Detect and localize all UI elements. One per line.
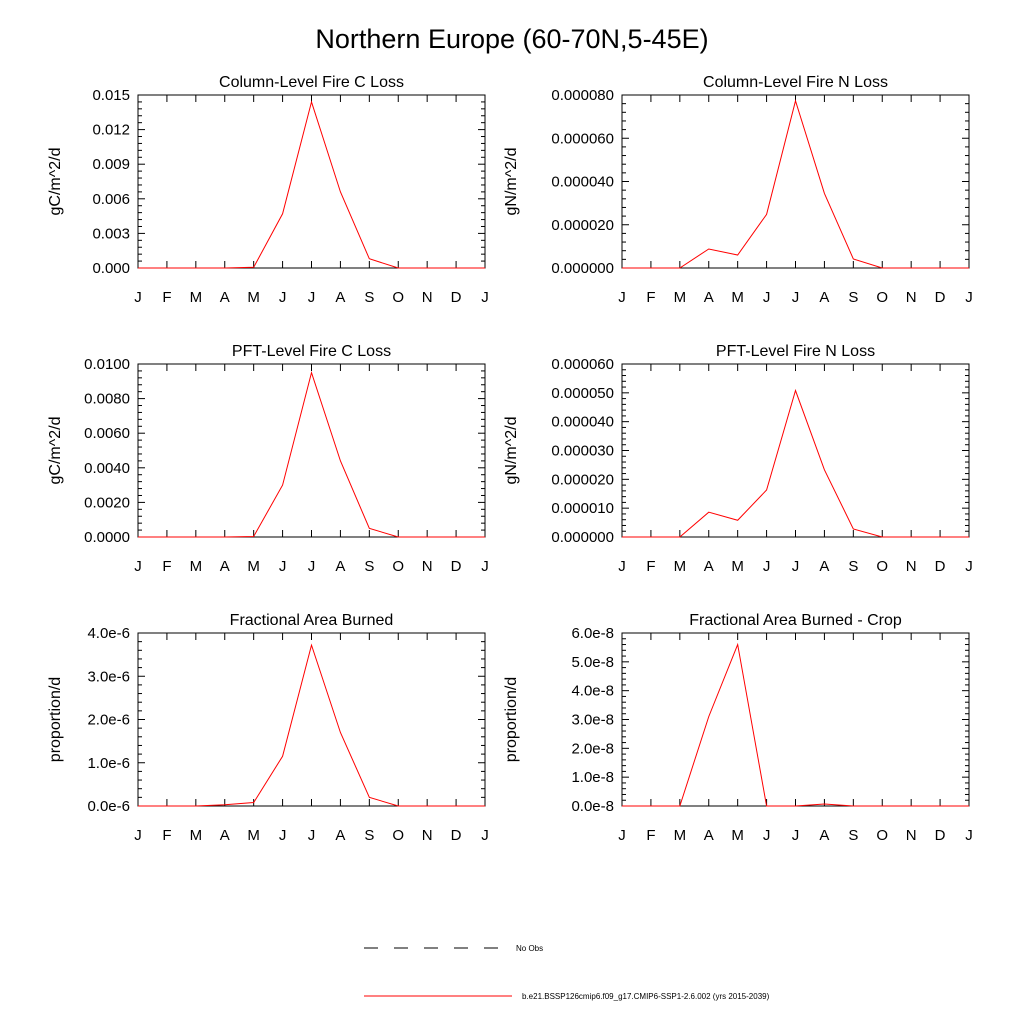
x-tick-label: O [392, 827, 405, 844]
x-tick-label: A [335, 558, 346, 575]
x-tick-label: J [762, 827, 771, 844]
x-tick-label: J [134, 289, 142, 306]
x-tick-label: J [481, 827, 489, 844]
panel-title: Fractional Area Burned [229, 612, 394, 629]
x-tick-label: M [247, 289, 260, 306]
x-tick-label: J [278, 827, 287, 844]
y-tick-label: 0.000010 [551, 500, 614, 518]
x-tick-label: S [848, 289, 859, 306]
x-tick-label: J [307, 827, 316, 844]
y-tick-label: 4.0e-6 [87, 625, 130, 642]
y-tick-label: 0.006 [92, 190, 130, 208]
x-tick-label: A [703, 289, 714, 306]
y-tick-label: 0.0040 [84, 459, 130, 477]
y-tick-label: 0.015 [92, 87, 130, 104]
x-tick-label: N [905, 558, 917, 575]
y-tick-label: 0.003 [92, 225, 130, 243]
x-tick-label: A [335, 289, 346, 306]
chart-panel-5 [47, 612, 489, 844]
x-tick-label: A [819, 558, 830, 575]
x-tick-label: D [450, 289, 462, 306]
y-tick-label: 0.000030 [551, 442, 614, 460]
x-tick-label: F [646, 827, 656, 844]
x-tick-label: N [421, 558, 433, 575]
y-tick-label: 0.000050 [551, 384, 614, 402]
x-tick-label: A [703, 827, 714, 844]
x-tick-label: N [421, 827, 433, 844]
y-tick-label: 0.0060 [84, 425, 130, 443]
x-tick-label: S [848, 827, 859, 844]
series-line [622, 101, 969, 268]
x-tick-label: J [965, 289, 973, 306]
chart-panel-4 [503, 343, 973, 575]
y-tick-label: 0.000060 [551, 356, 614, 373]
x-tick-label: A [819, 827, 830, 844]
y-tick-label: 2.0e-8 [571, 740, 614, 758]
y-axis-label: proportion/d [47, 676, 64, 763]
series-line [622, 645, 969, 806]
x-tick-label: N [421, 289, 433, 306]
x-tick-label: N [905, 827, 917, 844]
chart-panel-3 [47, 343, 489, 575]
x-tick-label: M [247, 558, 260, 575]
x-tick-label: A [819, 289, 830, 306]
plot-frame [138, 95, 485, 268]
y-tick-label: 4.0e-8 [571, 682, 614, 700]
x-tick-label: J [134, 827, 142, 844]
x-tick-label: M [731, 827, 744, 844]
y-tick-label: 0.0100 [84, 356, 130, 373]
plot-frame [138, 633, 485, 806]
plot-frame [622, 633, 969, 806]
x-tick-label: D [934, 289, 946, 306]
y-tick-label: 0.012 [92, 121, 130, 139]
x-tick-label: J [791, 289, 800, 306]
x-tick-label: J [618, 827, 626, 844]
y-tick-label: 1.0e-8 [571, 769, 614, 787]
x-tick-label: A [219, 289, 230, 306]
x-tick-label: A [703, 558, 714, 575]
x-tick-label: A [219, 827, 230, 844]
chart-panel-1 [47, 74, 489, 306]
chart-panel-2 [503, 74, 973, 306]
y-tick-label: 0.000080 [551, 87, 614, 104]
series-line [138, 102, 485, 268]
y-tick-label: 3.0e-8 [571, 711, 614, 729]
panel-title: PFT-Level Fire C Loss [231, 343, 392, 360]
x-tick-label: D [934, 827, 946, 844]
plot-frame [622, 95, 969, 268]
x-tick-label: F [162, 827, 172, 844]
y-axis-label: gC/m^2/d [47, 416, 64, 485]
x-tick-label: A [219, 558, 230, 575]
x-tick-label: O [392, 289, 405, 306]
x-tick-label: M [673, 827, 687, 844]
x-tick-label: N [905, 289, 917, 306]
y-tick-label: 0.000020 [551, 216, 614, 234]
x-tick-label: J [965, 558, 973, 575]
x-tick-label: J [278, 558, 287, 575]
x-tick-label: S [364, 827, 375, 844]
series-line [138, 373, 485, 537]
x-tick-label: J [307, 289, 316, 306]
legend-no-obs-label: No Obs [516, 944, 544, 953]
x-tick-label: J [791, 827, 800, 844]
chart-panels [47, 74, 973, 844]
x-tick-label: J [481, 558, 489, 575]
x-tick-label: O [876, 827, 889, 844]
y-tick-label: 3.0e-6 [87, 668, 130, 686]
panel-title: Column-Level Fire N Loss [703, 74, 888, 91]
x-tick-label: F [646, 289, 656, 306]
x-tick-label: J [618, 289, 626, 306]
y-axis-label: gN/m^2/d [503, 147, 520, 216]
x-tick-label: J [307, 558, 316, 575]
y-tick-label: 0.000020 [551, 471, 614, 489]
x-tick-label: M [731, 289, 744, 306]
plot-frame [138, 364, 485, 537]
x-tick-label: J [762, 289, 771, 306]
x-tick-label: M [673, 289, 687, 306]
x-tick-label: D [450, 558, 462, 575]
y-tick-label: 0.0e-6 [87, 798, 130, 815]
x-tick-label: F [162, 558, 172, 575]
x-tick-label: M [189, 827, 203, 844]
panel-title: PFT-Level Fire N Loss [715, 343, 876, 360]
x-tick-label: M [247, 827, 260, 844]
panel-title: Column-Level Fire C Loss [219, 74, 404, 91]
x-tick-label: S [364, 289, 375, 306]
panel-title: Fractional Area Burned - Crop [689, 612, 902, 629]
x-tick-label: M [189, 289, 203, 306]
y-tick-label: 0.0020 [84, 494, 130, 512]
series-line [622, 391, 969, 537]
y-tick-label: 0.000060 [551, 130, 614, 148]
y-tick-label: 0.000000 [551, 260, 614, 277]
y-axis-label: proportion/d [503, 676, 520, 763]
x-tick-label: F [646, 558, 656, 575]
x-tick-label: D [450, 827, 462, 844]
legend-model-label: b.e21.BSSP126cmip6.f09_g17.CMIP6-SSP1-2.6.002 (yrs 2015-2039) [522, 992, 770, 1001]
x-tick-label: D [934, 558, 946, 575]
y-tick-label: 1.0e-6 [87, 754, 130, 772]
chart-panel-6 [503, 612, 973, 844]
x-tick-label: S [848, 558, 859, 575]
y-axis-label: gC/m^2/d [47, 147, 64, 216]
y-tick-label: 0.000000 [551, 529, 614, 546]
x-tick-label: J [481, 289, 489, 306]
y-tick-label: 0.0e-8 [571, 798, 614, 815]
legend [364, 944, 770, 1001]
x-tick-label: J [965, 827, 973, 844]
y-tick-label: 0.000 [92, 260, 130, 277]
x-tick-label: J [134, 558, 142, 575]
x-tick-label: J [618, 558, 626, 575]
x-tick-label: S [364, 558, 375, 575]
y-tick-label: 2.0e-6 [87, 711, 130, 729]
x-tick-label: J [762, 558, 771, 575]
x-tick-label: O [876, 289, 889, 306]
y-tick-label: 6.0e-8 [571, 625, 614, 642]
y-tick-label: 5.0e-8 [571, 653, 614, 671]
y-axis-label: gN/m^2/d [503, 416, 520, 485]
series-line [138, 645, 485, 806]
y-tick-label: 0.0000 [84, 529, 130, 546]
x-tick-label: O [392, 558, 405, 575]
y-tick-label: 0.000040 [551, 173, 614, 191]
x-tick-label: M [673, 558, 687, 575]
x-tick-label: O [876, 558, 889, 575]
x-tick-label: J [278, 289, 287, 306]
x-tick-label: M [731, 558, 744, 575]
y-tick-label: 0.0080 [84, 390, 130, 408]
x-tick-label: A [335, 827, 346, 844]
y-tick-label: 0.009 [92, 156, 130, 174]
figure-title: Northern Europe (60-70N,5-45E) [315, 24, 709, 54]
x-tick-label: M [189, 558, 203, 575]
x-tick-label: J [791, 558, 800, 575]
y-tick-label: 0.000040 [551, 413, 614, 431]
x-tick-label: F [162, 289, 172, 306]
